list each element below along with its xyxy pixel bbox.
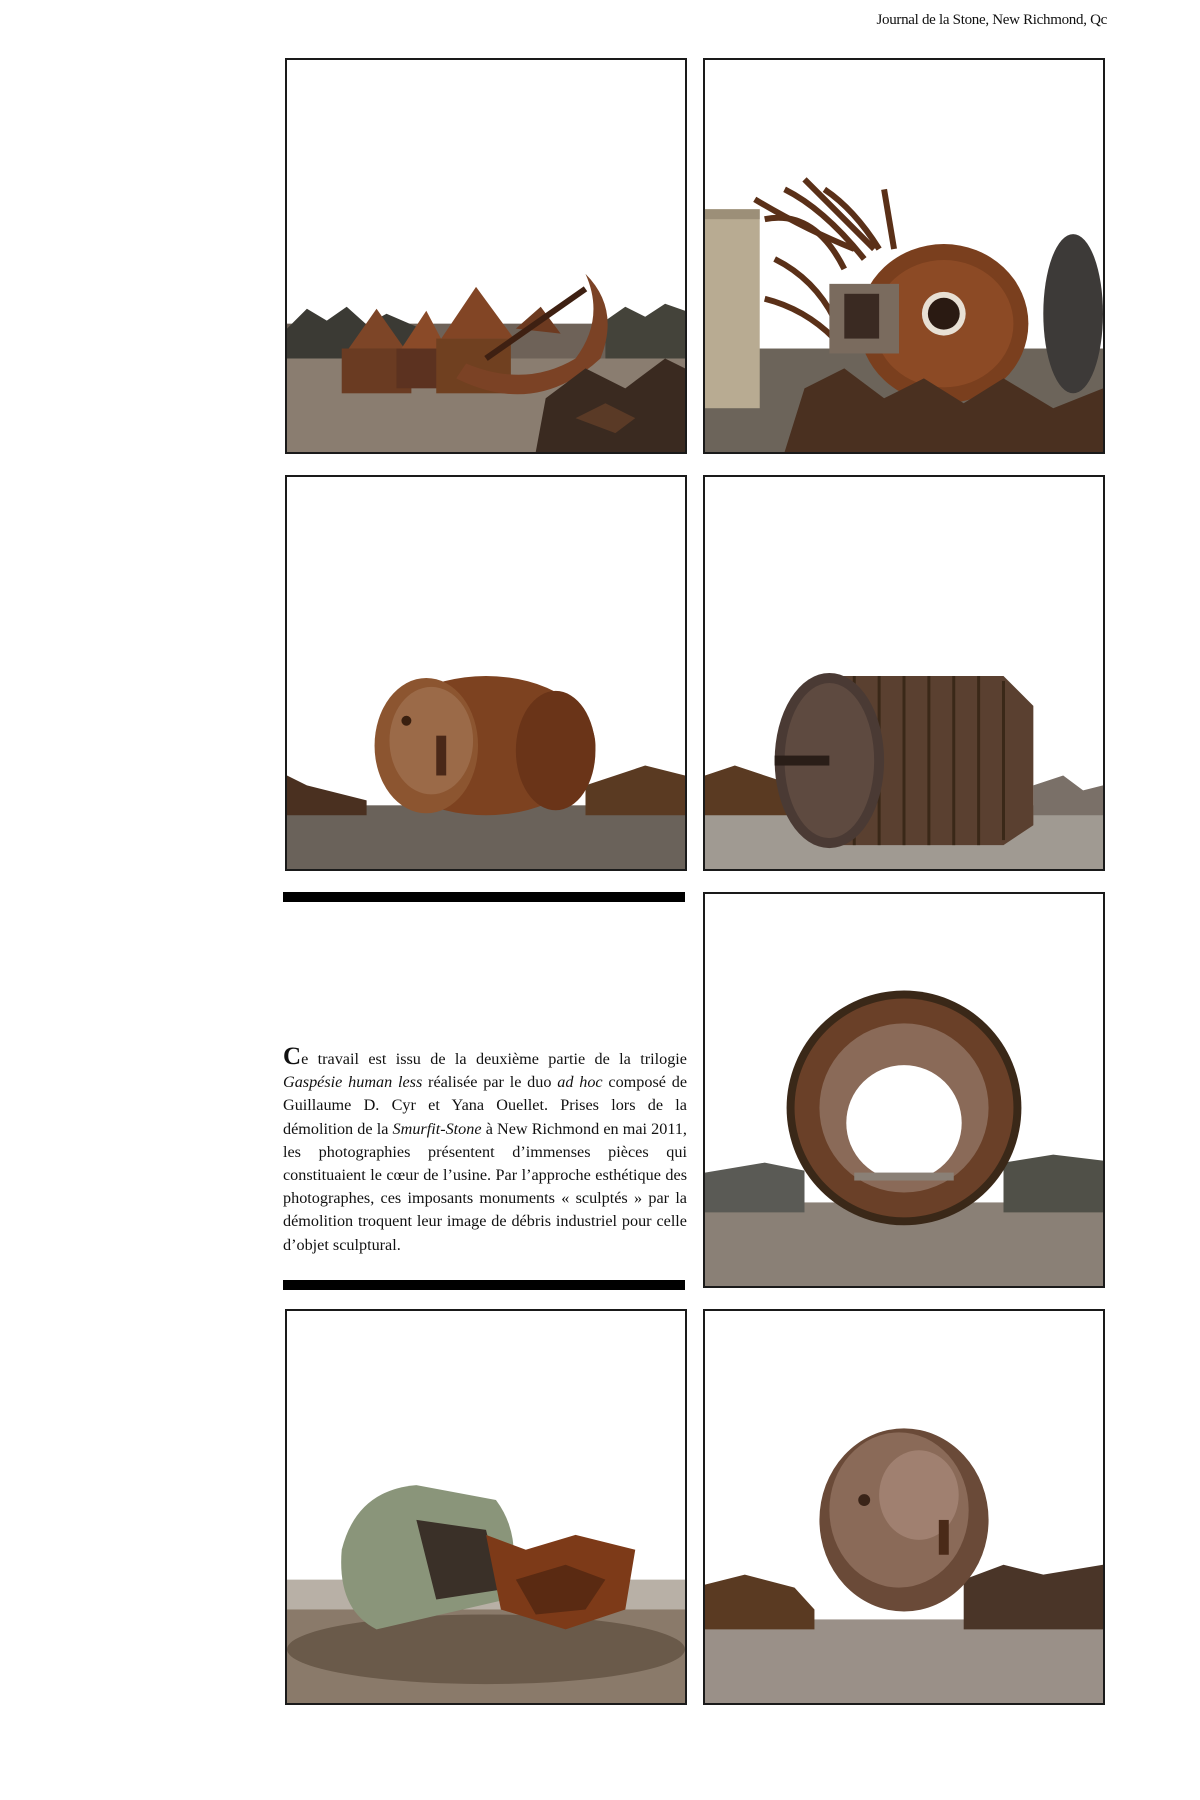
photo-boiler-pipes [703, 58, 1105, 454]
photo-tipped-tank [285, 475, 687, 871]
photo-spherical-tank [703, 1309, 1105, 1705]
drop-cap: C [283, 1043, 302, 1070]
photo-tube-drum [703, 475, 1105, 871]
article-paragraph [283, 1043, 687, 1257]
article-segment: réalisée par le duo [422, 1073, 558, 1092]
article-text [283, 1043, 687, 1257]
photo-geared-drum [703, 892, 1105, 1288]
article-segment: composé de Guillaume D. Cyr et Yana Ouellet. Prises lors de la démolition de la [283, 1073, 687, 1138]
article-segment: e travail est issu de la deuxième partie de la trilogie [301, 1050, 687, 1068]
article-segment: à New Richmond en mai 2011, les photographies présentent d’immenses pièces qui constituaient le cœur de l’usine. Par l’approche esthétique des photographes, ces imposants monuments « sculptés » par la démolition troquent leur image de débris industriel pour celle d’objet sculptural. [283, 1119, 687, 1254]
photo-cone-kilns [285, 58, 687, 454]
running-header: Journal de la Stone, New Richmond, Qc [876, 12, 1107, 28]
top-divider-rule [283, 892, 685, 902]
article-italic: ad hoc [557, 1073, 603, 1092]
bottom-divider-rule [283, 1280, 685, 1290]
article-title-italic: Gaspésie human less [283, 1073, 423, 1092]
photo-crushed-tank [285, 1309, 687, 1705]
article-italic: Smurfit-Stone [392, 1119, 482, 1138]
